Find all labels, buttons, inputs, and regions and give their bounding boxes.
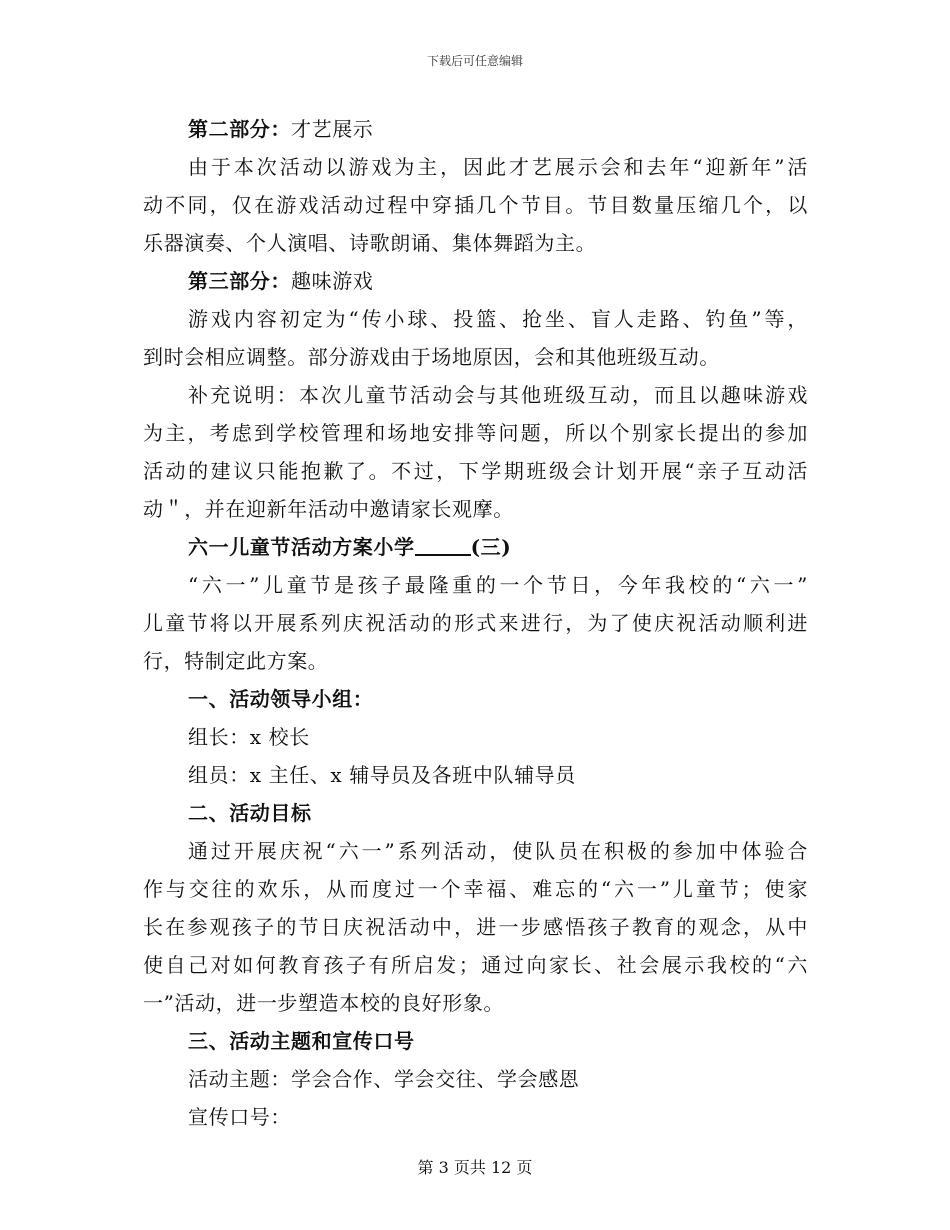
page-footer: 第 3 页共 12 页	[417, 1158, 533, 1177]
title-blank	[415, 532, 471, 556]
intro-line-2: 儿童节将以开展系列庆祝活动的形式来进行，为了使庆祝活动顺利进	[143, 611, 808, 635]
section1-members: 组员：x 主任、x 辅导员及各班中队辅导员	[188, 763, 576, 787]
part3-line-2: 到时会相应调整。部分游戏由于场地原因，会和其他班级互动。	[143, 345, 720, 369]
section2-line-5: 一”活动，进一步塑造本校的良好形象。	[143, 991, 505, 1015]
page-header: 下载后可任意编辑	[426, 54, 523, 68]
part3-title: 趣味游戏	[291, 269, 374, 293]
supplement-line-1: 补充说明：本次儿童节活动会与其他班级互动，而且以趣味游戏	[188, 383, 808, 407]
document-body	[143, 110, 808, 1136]
part3-label: 第三部分：	[188, 269, 291, 293]
part2-line-1: 由于本次活动以游戏为主，因此才艺展示会和去年“迎新年”活	[188, 155, 808, 179]
part3-heading	[143, 262, 808, 300]
part2-title: 才艺展示	[291, 117, 374, 141]
section3-theme: 活动主题：学会合作、学会交往、学会感恩	[188, 1067, 580, 1091]
section2-line-2: 作与交往的欢乐，从而度过一个幸福、难忘的“六一”儿童节；使家	[143, 877, 808, 901]
section2-line-1: 通过开展庆祝“六一”系列活动，使队员在积极的参加中体验合	[188, 839, 808, 863]
section2-heading: 二、活动目标	[188, 801, 312, 825]
plan3-title	[143, 528, 808, 566]
part3-line-1: 游戏内容初定为“传小球、投篮、抢坐、盲人走路、钓鱼”等，	[188, 307, 808, 331]
section2-line-3: 长在参观孩子的节日庆祝活动中，进一步感悟孩子教育的观念，从中	[143, 915, 808, 939]
part2-line-2: 动不同，仅在游戏活动过程中穿插几个节目。节目数量压缩几个，以	[143, 193, 808, 217]
section1-leader: 组长：x 校长	[188, 725, 310, 749]
section3-slogan: 宣传口号：	[188, 1105, 291, 1129]
supplement-line-3: 活动的建议只能抱歉了。不过，下学期班级会计划开展“亲子互动活	[143, 459, 808, 483]
part2-heading	[143, 110, 808, 148]
supplement-line-2: 为主，考虑到学校管理和场地安排等问题，所以个别家长提出的参加	[143, 421, 808, 445]
section2-line-4: 使自己对如何教育孩子有所启发；通过向家长、社会展示我校的“六	[143, 953, 808, 977]
part2-line-3: 乐器演奏、个人演唱、诗歌朗诵、集体舞蹈为主。	[143, 231, 597, 255]
section3-heading: 三、活动主题和宣传口号	[188, 1029, 415, 1053]
part2-label: 第二部分：	[188, 117, 291, 141]
plan3-title-text: 六一儿童节活动方案小学	[188, 535, 415, 559]
supplement-line-4: 动＂，并在迎新年活动中邀请家长观摩。	[143, 497, 514, 521]
section1-heading: 一、活动领导小组：	[188, 687, 374, 711]
intro-line-1: “六一”儿童节是孩子最隆重的一个节日，今年我校的“六一”	[188, 573, 808, 597]
intro-line-3: 行，特制定此方案。	[143, 649, 329, 673]
plan3-title-suffix: (三)	[470, 535, 512, 559]
